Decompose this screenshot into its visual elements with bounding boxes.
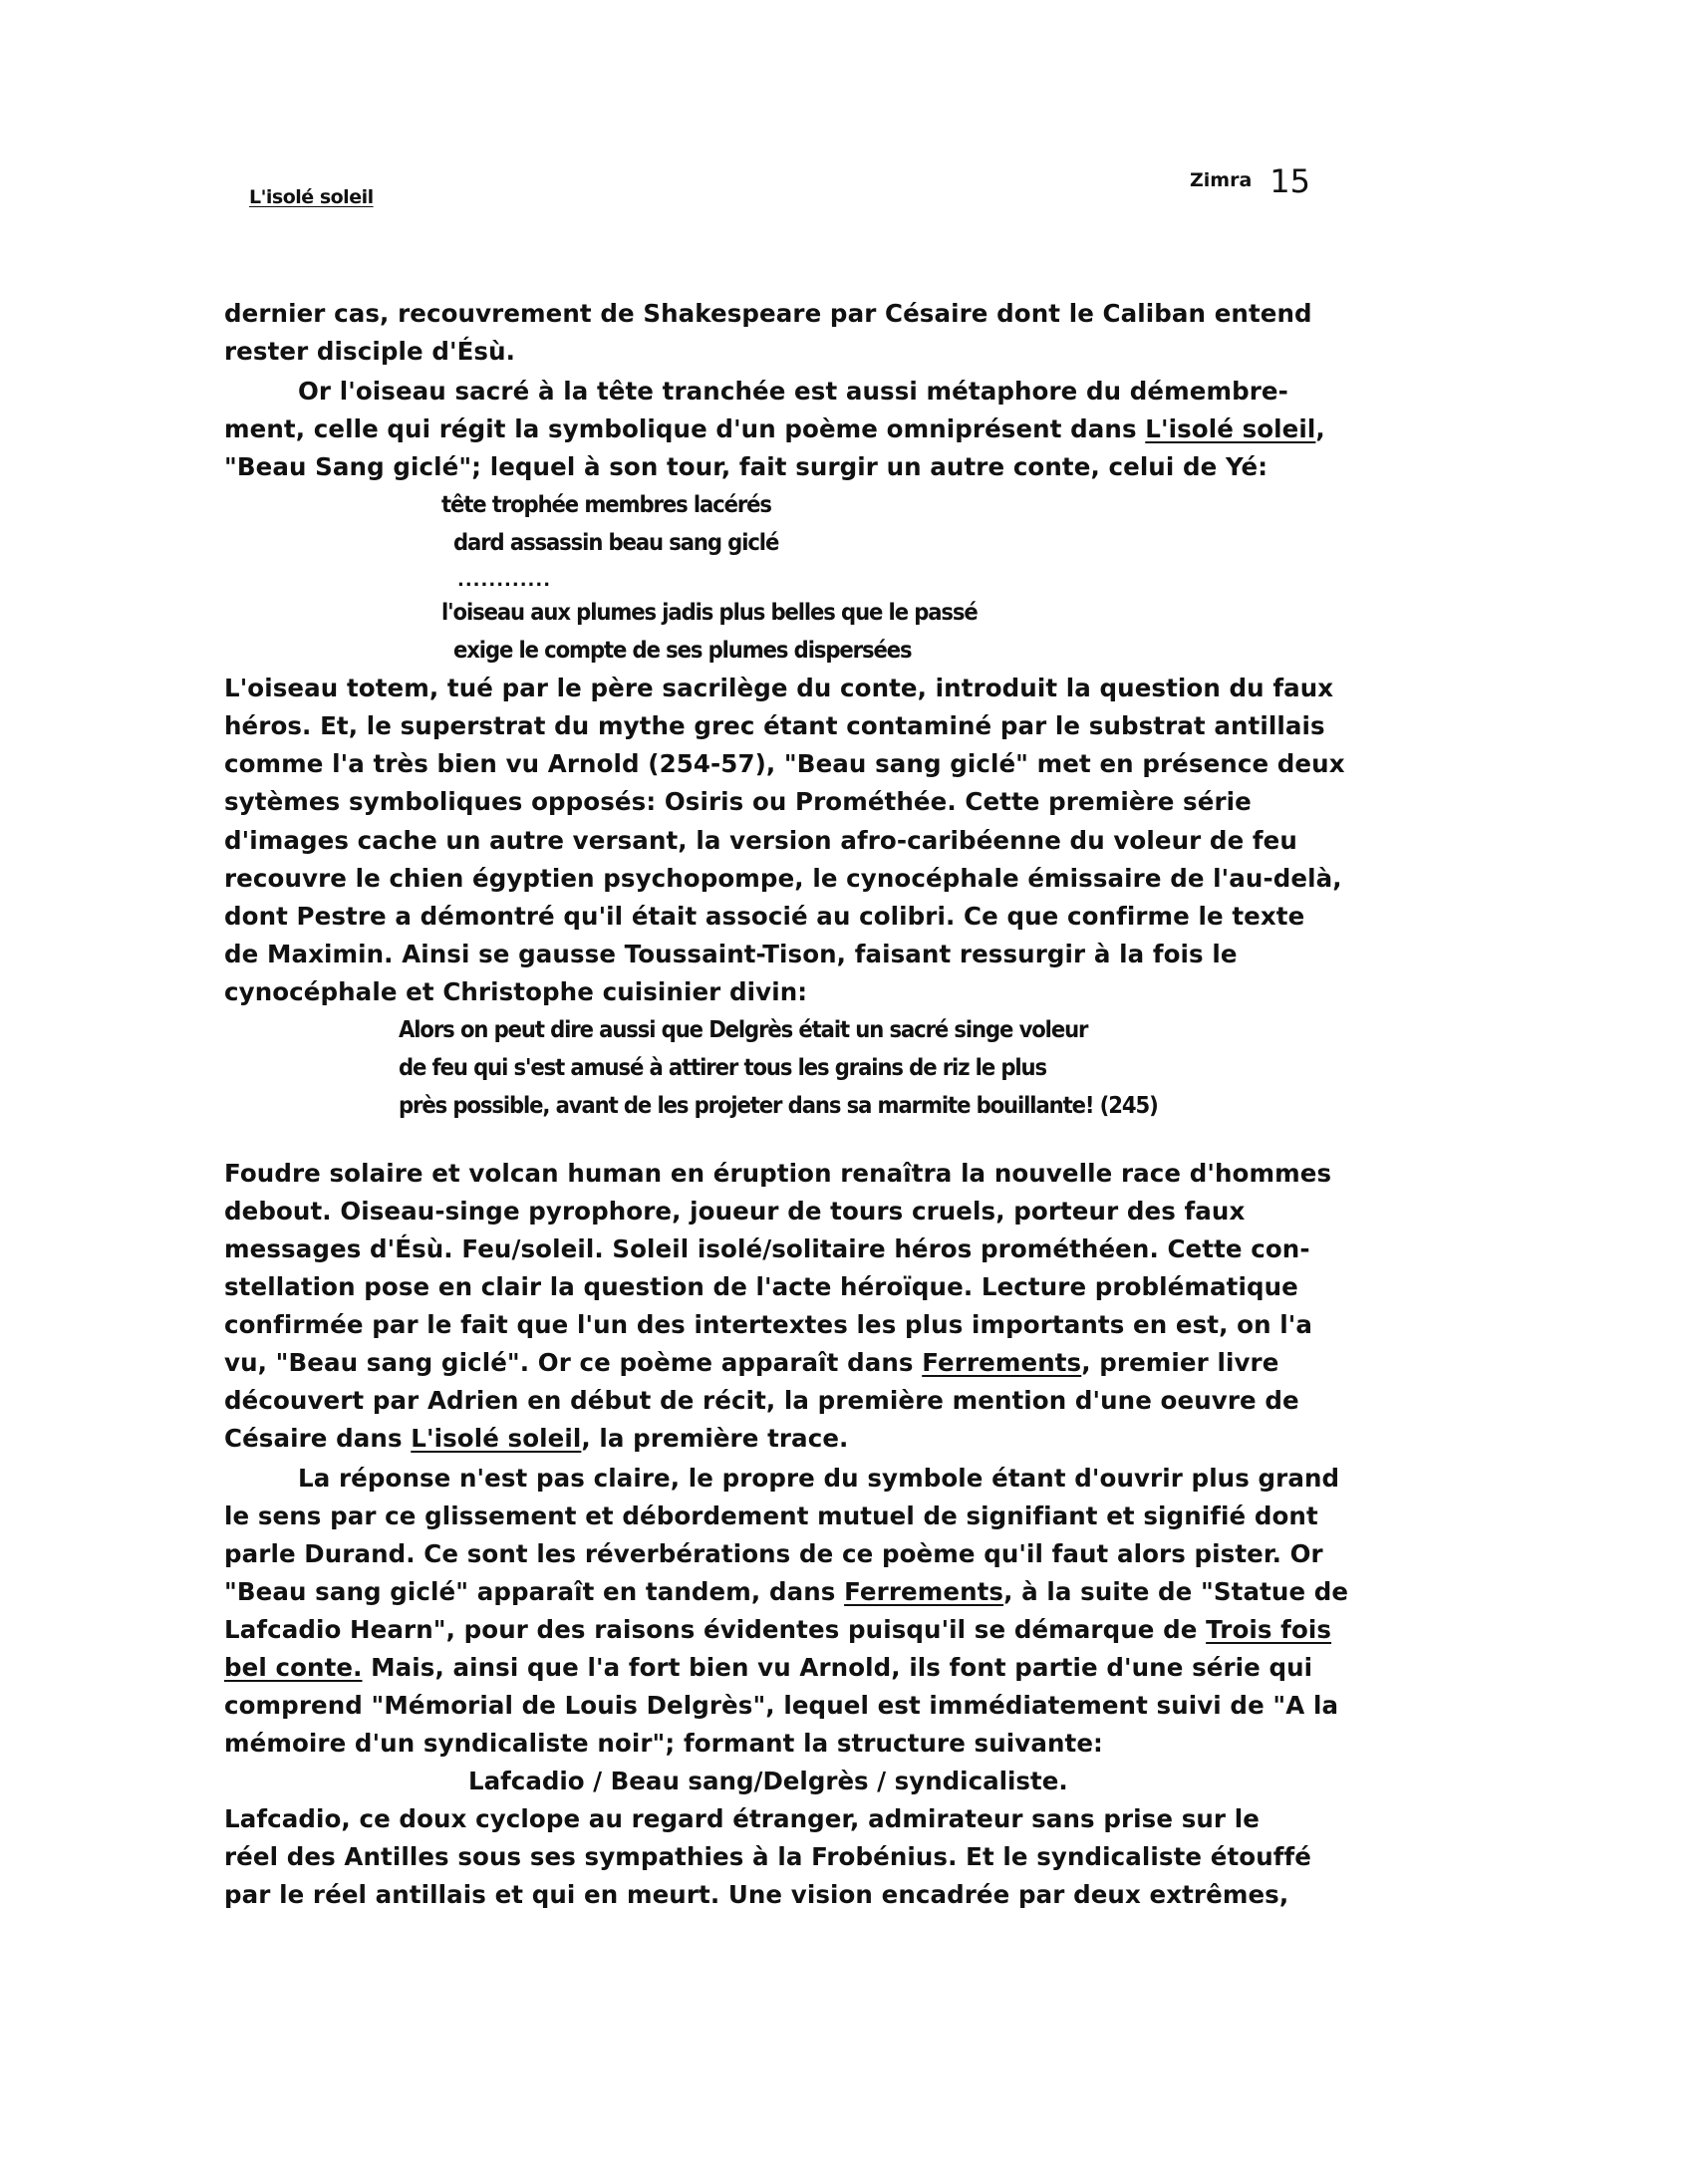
text-line: réel des Antilles sous ses sympathies à la Frobénius. Et le syndicaliste étouffé	[224, 1842, 1311, 1871]
text-line: L'oiseau totem, tué par le père sacrilège du conte, introduit la question du faux	[224, 674, 1334, 702]
text-span: ment, celle qui régit la symbolique d'un poème omniprésent dans	[224, 414, 1146, 443]
text-line: confirmée par le fait que l'un des intertextes les plus importants en est, on l'a	[224, 1310, 1312, 1339]
poem-line: exige le compte de ses plumes dispersées	[453, 638, 912, 664]
text-line: comme l'a très bien vu Arnold (254-57), "Beau sang giclé" met en présence deux	[224, 749, 1345, 778]
text-line: mémoire d'un syndicaliste noir"; formant la structure suivante:	[224, 1729, 1103, 1758]
text-line: par le réel antillais et qui en meurt. Une vision encadrée par deux extrêmes,	[224, 1880, 1289, 1909]
text-line: comprend "Mémorial de Louis Delgrès", lequel est immédiatement suivi de "A la	[224, 1691, 1339, 1720]
poem-line: dard assassin beau sang giclé	[453, 530, 779, 556]
text-line: dernier cas, recouvrement de Shakespeare par Césaire dont le Caliban entend	[224, 299, 1312, 328]
structure-line: Lafcadio / Beau sang/Delgrès / syndicaliste.	[468, 1767, 1068, 1795]
ellipsis-dots: ............	[457, 570, 552, 591]
text-line: rester disciple d'Ésù.	[224, 337, 516, 366]
text-line: parle Durand. Ce sont les réverbérations de ce poème qu'il faut alors pister. Or	[224, 1539, 1323, 1568]
text-line: Or l'oiseau sacré à la tête tranchée est aussi métaphore du démembre-	[298, 377, 1288, 406]
text-line	[224, 1577, 1348, 1607]
text-line: héros. Et, le superstrat du mythe grec étant contaminé par le substrat antillais	[224, 711, 1325, 740]
text-line: Foudre solaire et volcan human en éruption renaîtra la nouvelle race d'hommes	[224, 1159, 1332, 1188]
text-line: Lafcadio, ce doux cyclope au regard étranger, admirateur sans prise sur le	[224, 1804, 1260, 1833]
page-header-right	[1190, 162, 1310, 200]
text-line: debout. Oiseau-singe pyrophore, joueur de tours cruels, porteur des faux	[224, 1197, 1246, 1226]
text-line	[224, 1424, 848, 1454]
text-line: messages d'Ésù. Feu/soleil. Soleil isolé/solitaire héros prométhéen. Cette con-	[224, 1234, 1310, 1263]
text-line: le sens par ce glissement et débordement mutuel de signifiant et signifié dont	[224, 1502, 1318, 1530]
text-span: Mais, ainsi que l'a fort bien vu Arnold, ils font partie d'une série qui	[362, 1653, 1313, 1682]
book-title-underlined: Ferrements	[922, 1348, 1082, 1377]
text-line: de Maximin. Ainsi se gausse Toussaint-Tison, faisant ressurgir à la fois le	[224, 940, 1238, 968]
text-line: cynocéphale et Christophe cuisinier divin:	[224, 977, 808, 1006]
text-line: d'images cache un autre versant, la version afro-caribéenne du voleur de feu	[224, 826, 1297, 855]
text-line	[224, 414, 1325, 444]
page-number: 15	[1269, 162, 1310, 200]
book-title-underlined: Trois fois	[1206, 1615, 1332, 1644]
text-line: dont Pestre a démontré qu'il était associé au colibri. Ce que confirme le texte	[224, 902, 1305, 931]
text-line	[224, 1615, 1331, 1645]
text-line: La réponse n'est pas claire, le propre du symbole étant d'ouvrir plus grand	[298, 1464, 1340, 1493]
author-name: Zimra	[1190, 169, 1253, 191]
poem-line: l'oiseau aux plumes jadis plus belles que le passé	[441, 600, 978, 626]
quote-line: Alors on peut dire aussi que Delgrès était un sacré singe voleur	[399, 1017, 1088, 1043]
text-line: découvert par Adrien en début de récit, la première mention d'une oeuvre de	[224, 1386, 1299, 1415]
text-span: "Beau sang giclé" apparaît en tandem, dans	[224, 1577, 845, 1606]
text-span: , premier livre	[1081, 1348, 1279, 1377]
text-span: Césaire dans	[224, 1424, 412, 1453]
text-line: recouvre le chien égyptien psychopompe, le cynocéphale émissaire de l'au-delà,	[224, 864, 1342, 893]
book-title-underlined: bel conte.	[224, 1653, 363, 1682]
text-span: ,	[1315, 414, 1325, 443]
text-span: , à la suite de "Statue de	[1003, 1577, 1349, 1606]
book-title-underlined: Ferrements	[844, 1577, 1004, 1606]
text-span: vu, "Beau sang giclé". Or ce poème apparaît dans	[224, 1348, 923, 1377]
poem-line: tête trophée membres lacérés	[441, 492, 771, 518]
text-line: stellation pose en clair la question de l'acte héroïque. Lecture problématique	[224, 1272, 1298, 1301]
text-span: , la première trace.	[581, 1424, 849, 1453]
running-title: L'isolé soleil	[249, 186, 374, 208]
text-line	[224, 1653, 1312, 1683]
quote-line: de feu qui s'est amusé à attirer tous les grains de riz le plus	[399, 1055, 1046, 1081]
quote-line: près possible, avant de les projeter dans sa marmite bouillante! (245)	[399, 1093, 1158, 1119]
text-span: Lafcadio Hearn", pour des raisons évidentes puisqu'il se démarque de	[224, 1615, 1207, 1644]
book-title-underlined: L'isolé soleil	[1145, 414, 1316, 443]
text-line	[224, 1348, 1278, 1378]
book-title-underlined: L'isolé soleil	[411, 1424, 582, 1453]
text-line: sytèmes symboliques opposés: Osiris ou Prométhée. Cette première série	[224, 787, 1252, 816]
text-line: "Beau Sang giclé"; lequel à son tour, fait surgir un autre conte, celui de Yé:	[224, 452, 1268, 481]
